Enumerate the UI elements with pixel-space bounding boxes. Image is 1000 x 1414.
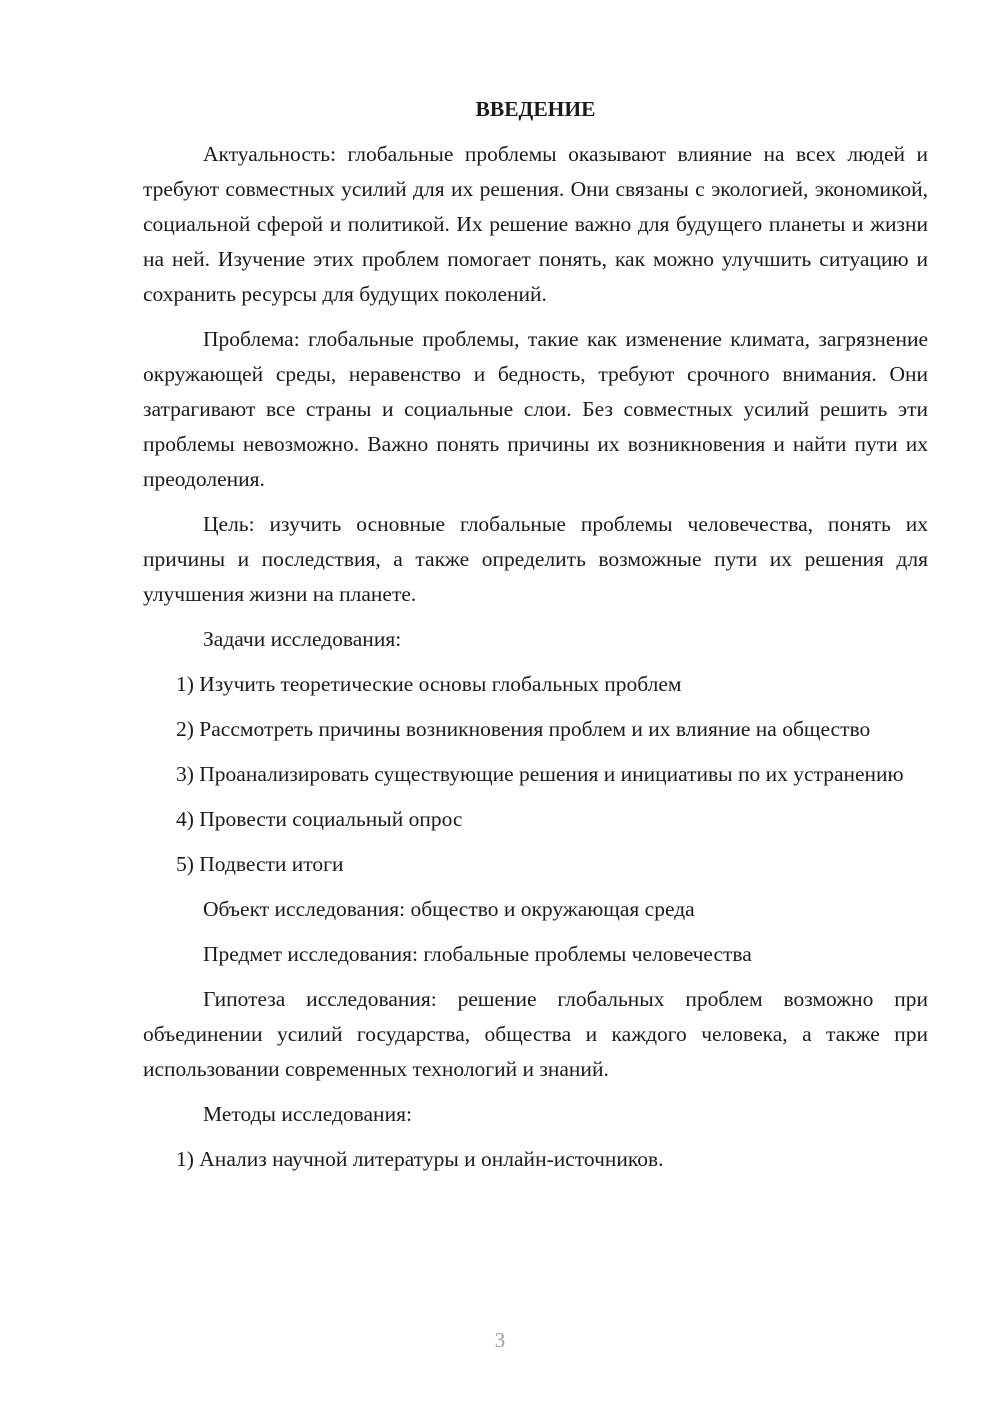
task-item-5: 5) Подвести итоги [176,852,344,876]
section-title: ВВЕДЕНИЕ [475,97,596,121]
paragraph-relevance: Актуальность: глобальные проблемы оказывают влияние на всех людей и требуют совместных усилий для их решения. Они связаны с экологией, экономикой, социальной сферой и политикой. Их решение важно для будущего планеты и жизни на ней. Изучение этих проблем помогает понять, как можно улучшить ситуацию и сохранить ресурсы для будущих поколений. [143,142,928,306]
task-item-1: 1) Изучить теоретические основы глобальных проблем [176,672,682,696]
methods-heading: Методы исследования: [203,1102,412,1126]
task-item-2: 2) Рассмотреть причины возникновения проблем и их влияние на общество [176,717,871,741]
tasks-heading: Задачи исследования: [203,627,402,651]
method-item-1: 1) Анализ научной литературы и онлайн-источников. [176,1147,664,1171]
paragraph-object: Объект исследования: общество и окружающая среда [203,897,695,921]
paragraph-problem: Проблема: глобальные проблемы, такие как изменение климата, загрязнение окружающей среды, неравенство и бедность, требуют срочного внимания. Они затрагивают все страны и социальные слои. Без совместных усилий решить эти проблемы невозможно. Важно понять причины их возникновения и найти пути их преодоления. [143,327,928,491]
paragraph-hypothesis: Гипотеза исследования: решение глобальных проблем возможно при объединении усилий государства, общества и каждого человека, а также при использовании современных технологий и знаний. [143,987,928,1081]
paragraph-goal: Цель: изучить основные глобальные проблемы человечества, понять их причины и последствия, а также определить возможные пути их решения для улучшения жизни на планете. [143,512,928,606]
page-number: 3 [494,1328,506,1352]
task-item-3: 3) Проанализировать существующие решения и инициативы по их устранению [176,762,904,786]
document-page [143,92,928,1187]
paragraph-subject: Предмет исследования: глобальные проблемы человечества [203,942,752,966]
task-item-4: 4) Провести социальный опрос [176,807,463,831]
